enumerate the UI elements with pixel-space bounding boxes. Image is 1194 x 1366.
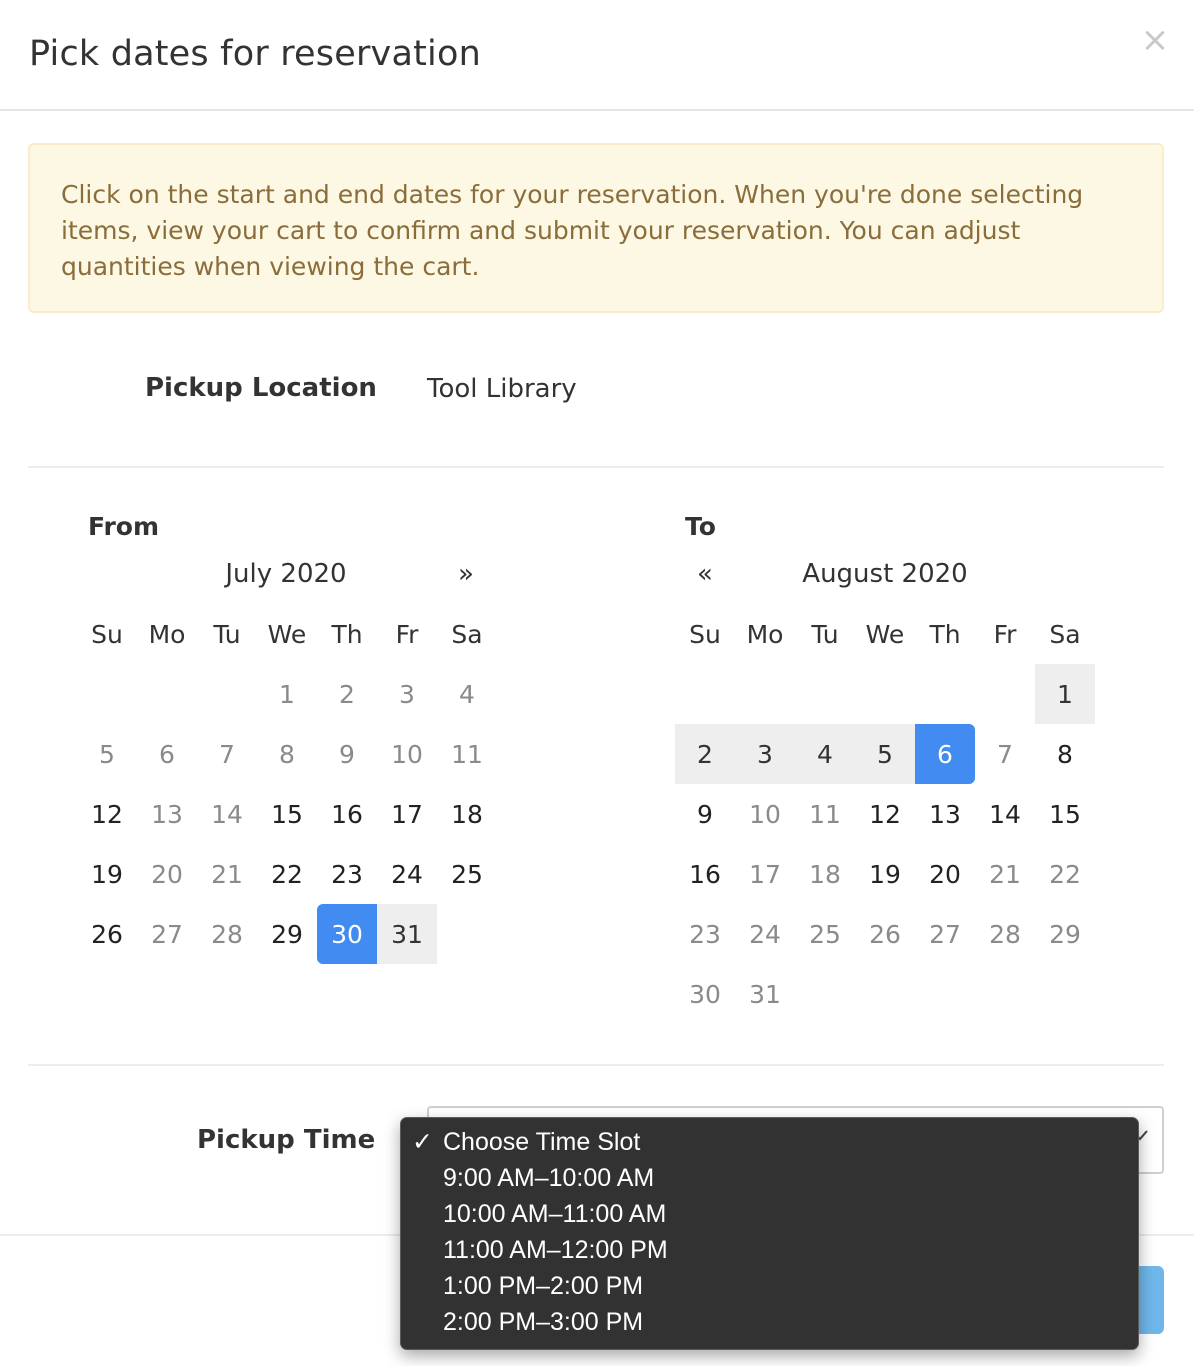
calendar-day[interactable]: 14 bbox=[989, 799, 1021, 829]
time-slot-label: 10:00 AM–11:00 AM bbox=[443, 1200, 667, 1228]
time-slot-option[interactable] bbox=[401, 1232, 1138, 1268]
divider bbox=[28, 1064, 1164, 1066]
calendar-day[interactable]: 23 bbox=[331, 859, 363, 889]
from-month-title: July 2020 bbox=[225, 559, 347, 589]
calendar-day[interactable]: 10 bbox=[749, 799, 781, 829]
to-label: To bbox=[685, 512, 716, 541]
calendar-empty-cell bbox=[975, 664, 1035, 724]
calendar-empty-cell bbox=[855, 664, 915, 724]
calendar-day[interactable]: 28 bbox=[989, 919, 1021, 949]
calendar-day[interactable]: 1 bbox=[279, 679, 295, 709]
calendar-day[interactable]: 31 bbox=[749, 979, 781, 1009]
calendar-day[interactable]: 12 bbox=[91, 799, 123, 829]
calendar-day[interactable]: 25 bbox=[809, 919, 841, 949]
time-slot-option[interactable] bbox=[401, 1124, 1138, 1160]
calendar-empty-cell bbox=[197, 664, 257, 724]
to-month-title: August 2020 bbox=[802, 559, 968, 589]
calendar-day[interactable]: 19 bbox=[869, 859, 901, 889]
checkmark-icon: ✓ bbox=[412, 1128, 433, 1156]
weekday-header: We bbox=[267, 619, 307, 649]
calendar-empty-cell bbox=[77, 664, 137, 724]
from-weekday-row bbox=[77, 604, 497, 664]
calendar-day[interactable]: 20 bbox=[929, 859, 961, 889]
pickup-time-label: Pickup Time bbox=[197, 1125, 376, 1155]
calendar-day[interactable]: 2 bbox=[339, 679, 355, 709]
calendar-day[interactable]: 13 bbox=[929, 799, 961, 829]
weekday-header: Mo bbox=[746, 619, 784, 649]
calendar-day[interactable]: 21 bbox=[211, 859, 243, 889]
calendar-day[interactable]: 5 bbox=[855, 724, 915, 784]
calendar-day[interactable]: 17 bbox=[391, 799, 423, 829]
time-slot-option[interactable] bbox=[401, 1160, 1138, 1196]
pickup-location-label: Pickup Location bbox=[145, 373, 377, 403]
calendar-day[interactable]: 2 bbox=[675, 724, 735, 784]
calendar-day[interactable]: 19 bbox=[91, 859, 123, 889]
calendar-day[interactable]: 28 bbox=[211, 919, 243, 949]
weekday-header: Mo bbox=[148, 619, 186, 649]
calendar-day[interactable]: 4 bbox=[459, 679, 475, 709]
time-slot-option[interactable] bbox=[401, 1304, 1138, 1340]
calendar-day[interactable]: 21 bbox=[989, 859, 1021, 889]
calendar-empty-cell bbox=[795, 664, 855, 724]
weekday-header: Th bbox=[331, 619, 363, 649]
calendar-day[interactable]: 22 bbox=[271, 859, 303, 889]
calendar-day[interactable]: 8 bbox=[1057, 739, 1073, 769]
time-slot-dropdown bbox=[400, 1117, 1139, 1350]
time-slot-label: 9:00 AM–10:00 AM bbox=[443, 1164, 655, 1192]
time-slot-label: 11:00 AM–12:00 PM bbox=[443, 1236, 668, 1264]
calendar-day[interactable]: 23 bbox=[689, 919, 721, 949]
calendar-day[interactable]: 29 bbox=[271, 919, 303, 949]
calendar-day[interactable]: 7 bbox=[997, 739, 1013, 769]
calendar-day[interactable]: 3 bbox=[735, 724, 795, 784]
pickup-location-value: Tool Library bbox=[427, 374, 577, 404]
calendar-day[interactable]: 16 bbox=[689, 859, 721, 889]
divider bbox=[28, 466, 1164, 468]
calendar-day[interactable]: 9 bbox=[697, 799, 713, 829]
calendar-day[interactable]: 14 bbox=[211, 799, 243, 829]
calendar-day[interactable]: 25 bbox=[451, 859, 483, 889]
calendar-day[interactable]: 31 bbox=[377, 904, 437, 964]
calendar-day[interactable]: 6 bbox=[159, 739, 175, 769]
calendar-day[interactable]: 29 bbox=[1049, 919, 1081, 949]
time-slot-label: 2:00 PM–3:00 PM bbox=[443, 1308, 644, 1336]
calendar-day[interactable]: 15 bbox=[1049, 799, 1081, 829]
time-slot-option[interactable] bbox=[401, 1268, 1138, 1304]
calendar-day[interactable]: 9 bbox=[339, 739, 355, 769]
to-day-grid bbox=[675, 664, 1095, 1024]
weekday-header: Th bbox=[929, 619, 961, 649]
calendar-empty-cell bbox=[735, 664, 795, 724]
calendar-day[interactable]: 20 bbox=[151, 859, 183, 889]
calendar-day[interactable]: 11 bbox=[451, 739, 483, 769]
calendar-day[interactable]: 30 bbox=[317, 904, 377, 964]
calendar-empty-cell bbox=[675, 664, 735, 724]
calendar-day[interactable]: 27 bbox=[151, 919, 183, 949]
calendar-day[interactable]: 13 bbox=[151, 799, 183, 829]
time-slot-label: Choose Time Slot bbox=[443, 1128, 641, 1156]
calendar-day[interactable]: 10 bbox=[391, 739, 423, 769]
weekday-header: Sa bbox=[451, 619, 483, 649]
calendar-day[interactable]: 17 bbox=[749, 859, 781, 889]
from-label: From bbox=[88, 512, 160, 541]
prev-month-button[interactable]: « bbox=[697, 559, 713, 589]
weekday-header: We bbox=[865, 619, 905, 649]
calendar-day[interactable]: 26 bbox=[91, 919, 123, 949]
weekday-header: Sa bbox=[1049, 619, 1081, 649]
close-icon[interactable]: × bbox=[1140, 20, 1170, 60]
calendar-empty-cell bbox=[137, 664, 197, 724]
calendar-day[interactable]: 27 bbox=[929, 919, 961, 949]
to-weekday-row bbox=[675, 604, 1095, 664]
info-alert: Click on the start and end dates for your reservation. When you're done selecting items, view your cart to confirm and submit your reservation. You can adjust quantities when viewing the cart. bbox=[28, 143, 1164, 313]
weekday-header: Su bbox=[91, 619, 123, 649]
weekday-header: Su bbox=[689, 619, 721, 649]
calendar-day[interactable]: 6 bbox=[915, 724, 975, 784]
calendar-day[interactable]: 8 bbox=[279, 739, 295, 769]
calendar-day[interactable]: 24 bbox=[391, 859, 423, 889]
calendar-day[interactable]: 5 bbox=[99, 739, 115, 769]
calendar-day[interactable]: 18 bbox=[809, 859, 841, 889]
calendar-day[interactable]: 18 bbox=[451, 799, 483, 829]
calendar-day[interactable]: 26 bbox=[869, 919, 901, 949]
weekday-header: Tu bbox=[213, 619, 241, 649]
calendar-day[interactable]: 24 bbox=[749, 919, 781, 949]
calendar-day[interactable]: 4 bbox=[795, 724, 855, 784]
calendar-day[interactable]: 16 bbox=[331, 799, 363, 829]
time-slot-label: 1:00 PM–2:00 PM bbox=[443, 1272, 644, 1300]
calendar-day[interactable]: 11 bbox=[809, 799, 841, 829]
calendar-day[interactable]: 7 bbox=[219, 739, 235, 769]
calendar-day[interactable]: 22 bbox=[1049, 859, 1081, 889]
calendar-day[interactable]: 12 bbox=[869, 799, 901, 829]
calendar-day[interactable]: 15 bbox=[271, 799, 303, 829]
weekday-header: Fr bbox=[993, 619, 1017, 649]
calendar-day[interactable]: 30 bbox=[689, 979, 721, 1009]
from-day-grid bbox=[77, 664, 497, 964]
modal-title: Pick dates for reservation bbox=[29, 34, 481, 74]
weekday-header: Fr bbox=[395, 619, 419, 649]
calendar-day[interactable]: 3 bbox=[399, 679, 415, 709]
next-month-button[interactable]: » bbox=[458, 559, 474, 589]
calendar-day[interactable]: 1 bbox=[1035, 664, 1095, 724]
weekday-header: Tu bbox=[811, 619, 839, 649]
time-slot-option[interactable] bbox=[401, 1196, 1138, 1232]
calendar-empty-cell bbox=[915, 664, 975, 724]
modal-header bbox=[0, 0, 1194, 111]
